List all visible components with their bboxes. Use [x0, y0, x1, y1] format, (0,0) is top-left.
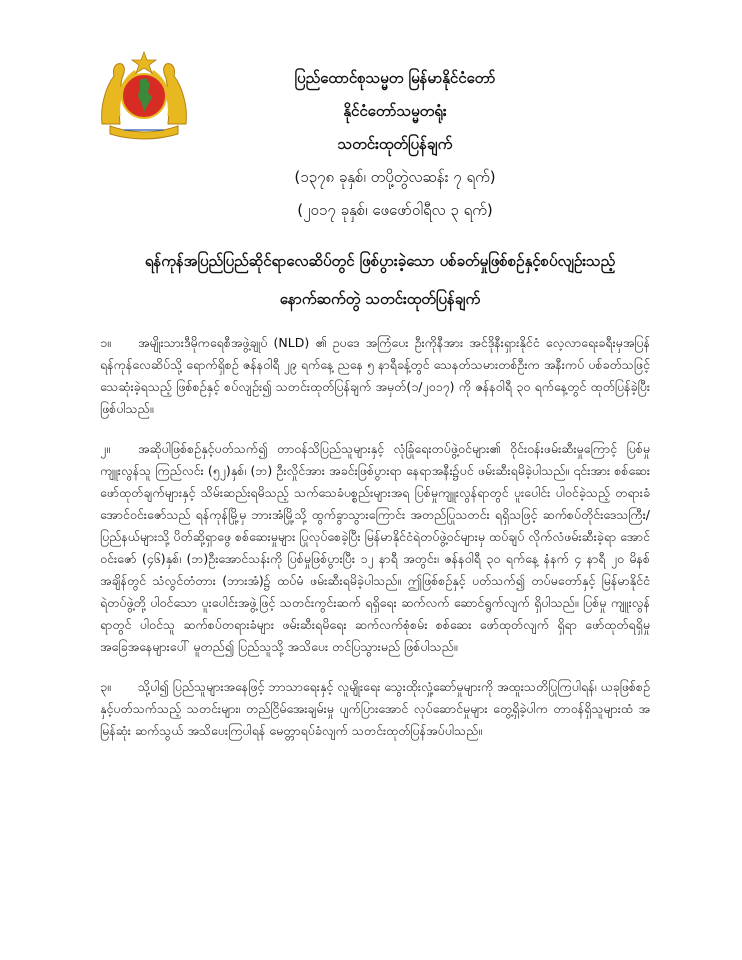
gregorian-date: (၂၀၁၇ ခုနှစ်၊ ဖေဖော်ဝါရီလ ၃ ရက်): [297, 201, 493, 219]
document-body: [100, 332, 650, 760]
paragraph-number: ၂။: [100, 441, 110, 456]
paragraph-1: [100, 332, 650, 420]
subject-line-2: နောက်ဆက်တွဲ သတင်းထုတ်ပြန်ချက်: [279, 290, 481, 308]
paragraph-number: ၃။: [100, 679, 111, 694]
subject-heading: [100, 242, 660, 318]
country-name: ပြည်ထောင်စုသမ္မတ မြန်မာနိုင်ငံတော်: [294, 69, 496, 87]
paragraph-3: [100, 676, 650, 742]
paragraph-number: ၁။: [100, 335, 111, 350]
document-type: သတင်းထုတ်ပြန်ချက်: [337, 135, 453, 153]
subject-line-1: ရန်ကုန်အပြည်ပြည်ဆိုင်ရာလေဆိပ်တွင် ဖြစ်ပွားခဲ့သော ပစ်ခတ်မှုဖြစ်စဉ်နှင့်စပ်လျဉ်းသည့်: [144, 252, 616, 270]
paragraph-text: အမျိုးသားဒီမိုကရေစီအဖွဲ့ချုပ် (NLD) ၏ ဥပဒေ အကြံပေး ဦးကိုနီအား အင်ဒိုနီးရှားနိုင်ငံ လေ့လာရေးခရီးမှအပြန် ရန်ကုန်လေဆိပ်သို့ ရောက်ရှိစဉ် ဇန်နဝါရီ ၂၉ ရက်နေ့ ညနေ ၅ နာရီခန့်တွင် သေနတ်သမားတစ်ဦးက အနီးကပ် ပစ်ခတ်သဖြင့် သေဆုံးခဲ့ရသည့် ဖြစ်စဉ်နှင့် စပ်လျဉ်း၍ သတင်းထုတ်ပြန်ချက် အမှတ်(၁/၂၀၁၇) ကို ဇန်နဝါရီ ၃၀ ရက်နေ့တွင် ထုတ်ပြန်ခဲ့ပြီး ဖြစ်ပါသည်။: [100, 335, 650, 416]
paragraph-text: သို့ပါ၍ ပြည်သူများအနေဖြင့် ဘာသာရေးနှင့် လူမျိုးရေး သွေးထိုးလှုံ့ဆော်မှုများကို အထူးသတိပြုကြပါရန်၊ ယခုဖြစ်စဉ်နှင့်ပတ်သက်သည့် သတင်းများ၊ တည်ငြိမ်အေးချမ်းမှု ပျက်ပြားအောင် လုပ်ဆောင်မှုများ တွေ့ရှိခဲ့ပါက တာဝန်ရှိသူများထံ အမြန်ဆုံး ဆက်သွယ် အသိပေးကြပါရန် မေတ္တာရပ်ခံလျက် သတင်းထုတ်ပြန်အပ်ပါသည်။: [100, 679, 650, 738]
myanmar-date: (၁၃၇၈ ခုနှစ်၊ တပို့တွဲလဆန်း ၇ ရက်): [294, 168, 496, 186]
letterhead: [200, 62, 590, 227]
office-name: နိုင်ငံတော်သမ္မတရုံး: [343, 102, 447, 120]
state-seal-icon: [96, 46, 192, 142]
paragraph-text: အဆိုပါဖြစ်စဉ်နှင့်ပတ်သက်၍ တာဝန်သိပြည်သူများနှင့် လုံခြုံရေးတပ်ဖွဲ့ဝင်များ၏ ဝိုင်းဝန်းဖမ်းဆီးမှုကြောင့် ပြစ်မှုကျူးလွန်သူ ကြည်လင်း (၅၂)နှစ်၊ (ဘ) ဦးလှိုင်အား အခင်းဖြစ်ပွားရာ နေရာအနီး၌ပင် ဖမ်းဆီးရမိခဲ့ပါသည်။ ၎င်းအား စစ်ဆေး ဖော်ထုတ်ချက်များနှင့် သိမ်းဆည်းရမိသည့် သက်သေခံပစ္စည်းများအရ ပြစ်မှုကျူးလွန်ရာတွင် ပူးပေါင်း ပါဝင်ခဲ့သည့် တရားခံ အောင်ဝင်းဇော်သည် ရန်ကုန်မြို့မှ ဘားအံမြို့သို့ ထွက်ခွာသွားကြောင်း အတည်ပြုသတင်း ရရှိသဖြင့် ဆက်စပ်တိုင်းဒေသကြီး/ပြည်နယ်များသို့ ပိတ်ဆို့ရှာဖွေ စစ်ဆေးမှုများ ပြုလုပ်စေခဲ့ပြီး မြန်မာနိုင်ငံရဲတပ်ဖွဲ့ဝင်များမှ ထပ်ချပ် လိုက်လံဖမ်းဆီးခဲ့ရာ အောင်ဝင်းဇော် (၄၆)နှစ်၊ (ဘ)ဦးအောင်သန်းကို ပြစ်မှုဖြစ်ပွားပြီး ၁၂ နာရီ အတွင်း၊ ဇန်နဝါရီ ၃၀ ရက်နေ့ နံနက် ၄ နာရီ ၂၀ မိနစ်အချိန်တွင် သံလွင်တံတား (ဘားအံ)၌ ထပ်မံ ဖမ်းဆီးရမိခဲ့ပါသည်။ ဤဖြစ်စဉ်နှင့် ပတ်သက်၍ တပ်မတော်နှင့် မြန်မာနိုင်ငံ ရဲတပ်ဖွဲ့တို့ ပါဝင်သော ပူးပေါင်းအဖွဲ့ဖြင့် သတင်းကွင်းဆက် ရရှိရေး ဆက်လက် ဆောင်ရွက်လျက် ရှိပါသည်။ ပြစ်မှု ကျူးလွန်ရာတွင် ပါဝင်သူ ဆက်စပ်တရားခံများ ဖမ်းဆီးရမိရေး ဆက်လက်စုံစမ်း စစ်ဆေး ဖော်ထုတ်လျက် ရှိရာ ဖော်ထုတ်ရရှိမှု အခြေအနေများပေါ် မူတည်၍ ပြည်သူသို့ အသိပေး တင်ပြသွားမည် ဖြစ်ပါသည်။: [100, 441, 650, 654]
paragraph-2: [100, 438, 650, 658]
